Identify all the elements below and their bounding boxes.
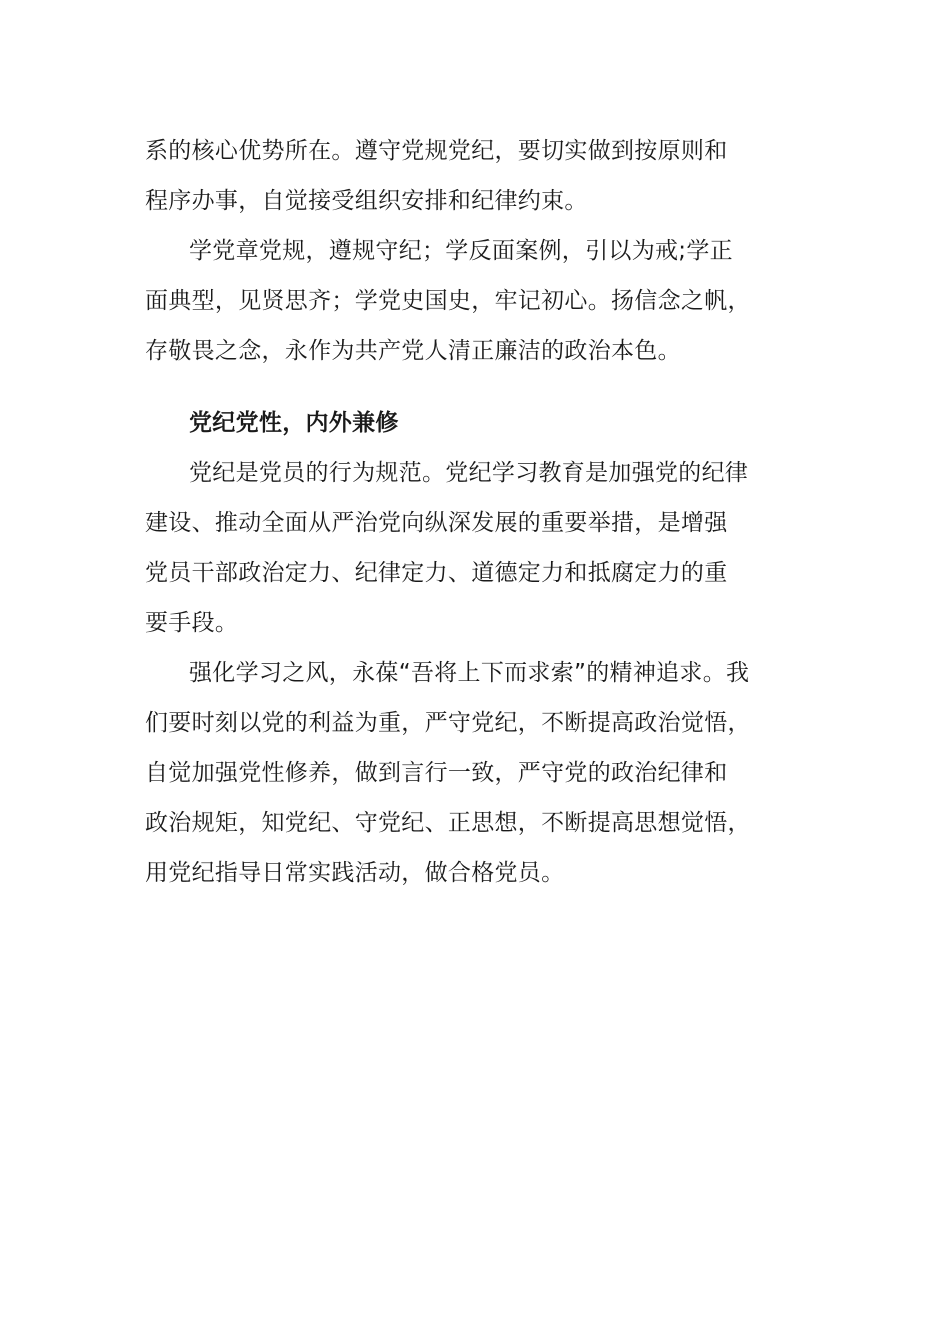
text-line: 面典型，见贤思齐；学党史国史，牢记初心。扬信念之帆， xyxy=(145,288,751,314)
paragraph xyxy=(145,648,810,898)
text-line: 自觉加强党性修养，做到言行一致，严守党的政治纪律和 xyxy=(145,760,728,786)
text-line: 党纪是党员的行为规范。党纪学习教育是加强党的纪律 xyxy=(189,460,749,486)
document-body xyxy=(145,126,810,898)
paragraph-continued xyxy=(145,126,810,226)
text-line: 程序办事，自觉接受组织安排和纪律约束。 xyxy=(145,188,588,214)
text-line: 用党纪指导日常实践活动，做合格党员。 xyxy=(145,860,565,886)
text-line: 党员干部政治定力、纪律定力、道德定力和抵腐定力的重 xyxy=(145,560,728,586)
text-line: 系的核心优势所在。遵守党规党纪，要切实做到按原则和 xyxy=(145,138,728,164)
section-heading-block xyxy=(145,398,810,448)
text-line: 要手段。 xyxy=(145,610,239,636)
paragraph xyxy=(145,226,810,376)
text-line: 存敬畏之念，永作为共产党人清正廉洁的政治本色。 xyxy=(145,338,681,364)
text-line: 建设、推动全面从严治党向纵深发展的重要举措，是增强 xyxy=(145,510,728,536)
section-heading: 党纪党性，内外兼修 xyxy=(189,410,399,436)
text-line: 学党章党规，遵规守纪；学反面案例，引以为戒;学正 xyxy=(189,238,733,264)
text-line: 强化学习之风，永葆“吾将上下而求索”的精神追求。我 xyxy=(189,660,750,686)
paragraph xyxy=(145,448,810,648)
text-line: 政治规矩，知党纪、守党纪、正思想，不断提高思想觉悟， xyxy=(145,810,751,836)
text-line: 们要时刻以党的利益为重，严守党纪，不断提高政治觉悟， xyxy=(145,710,751,736)
